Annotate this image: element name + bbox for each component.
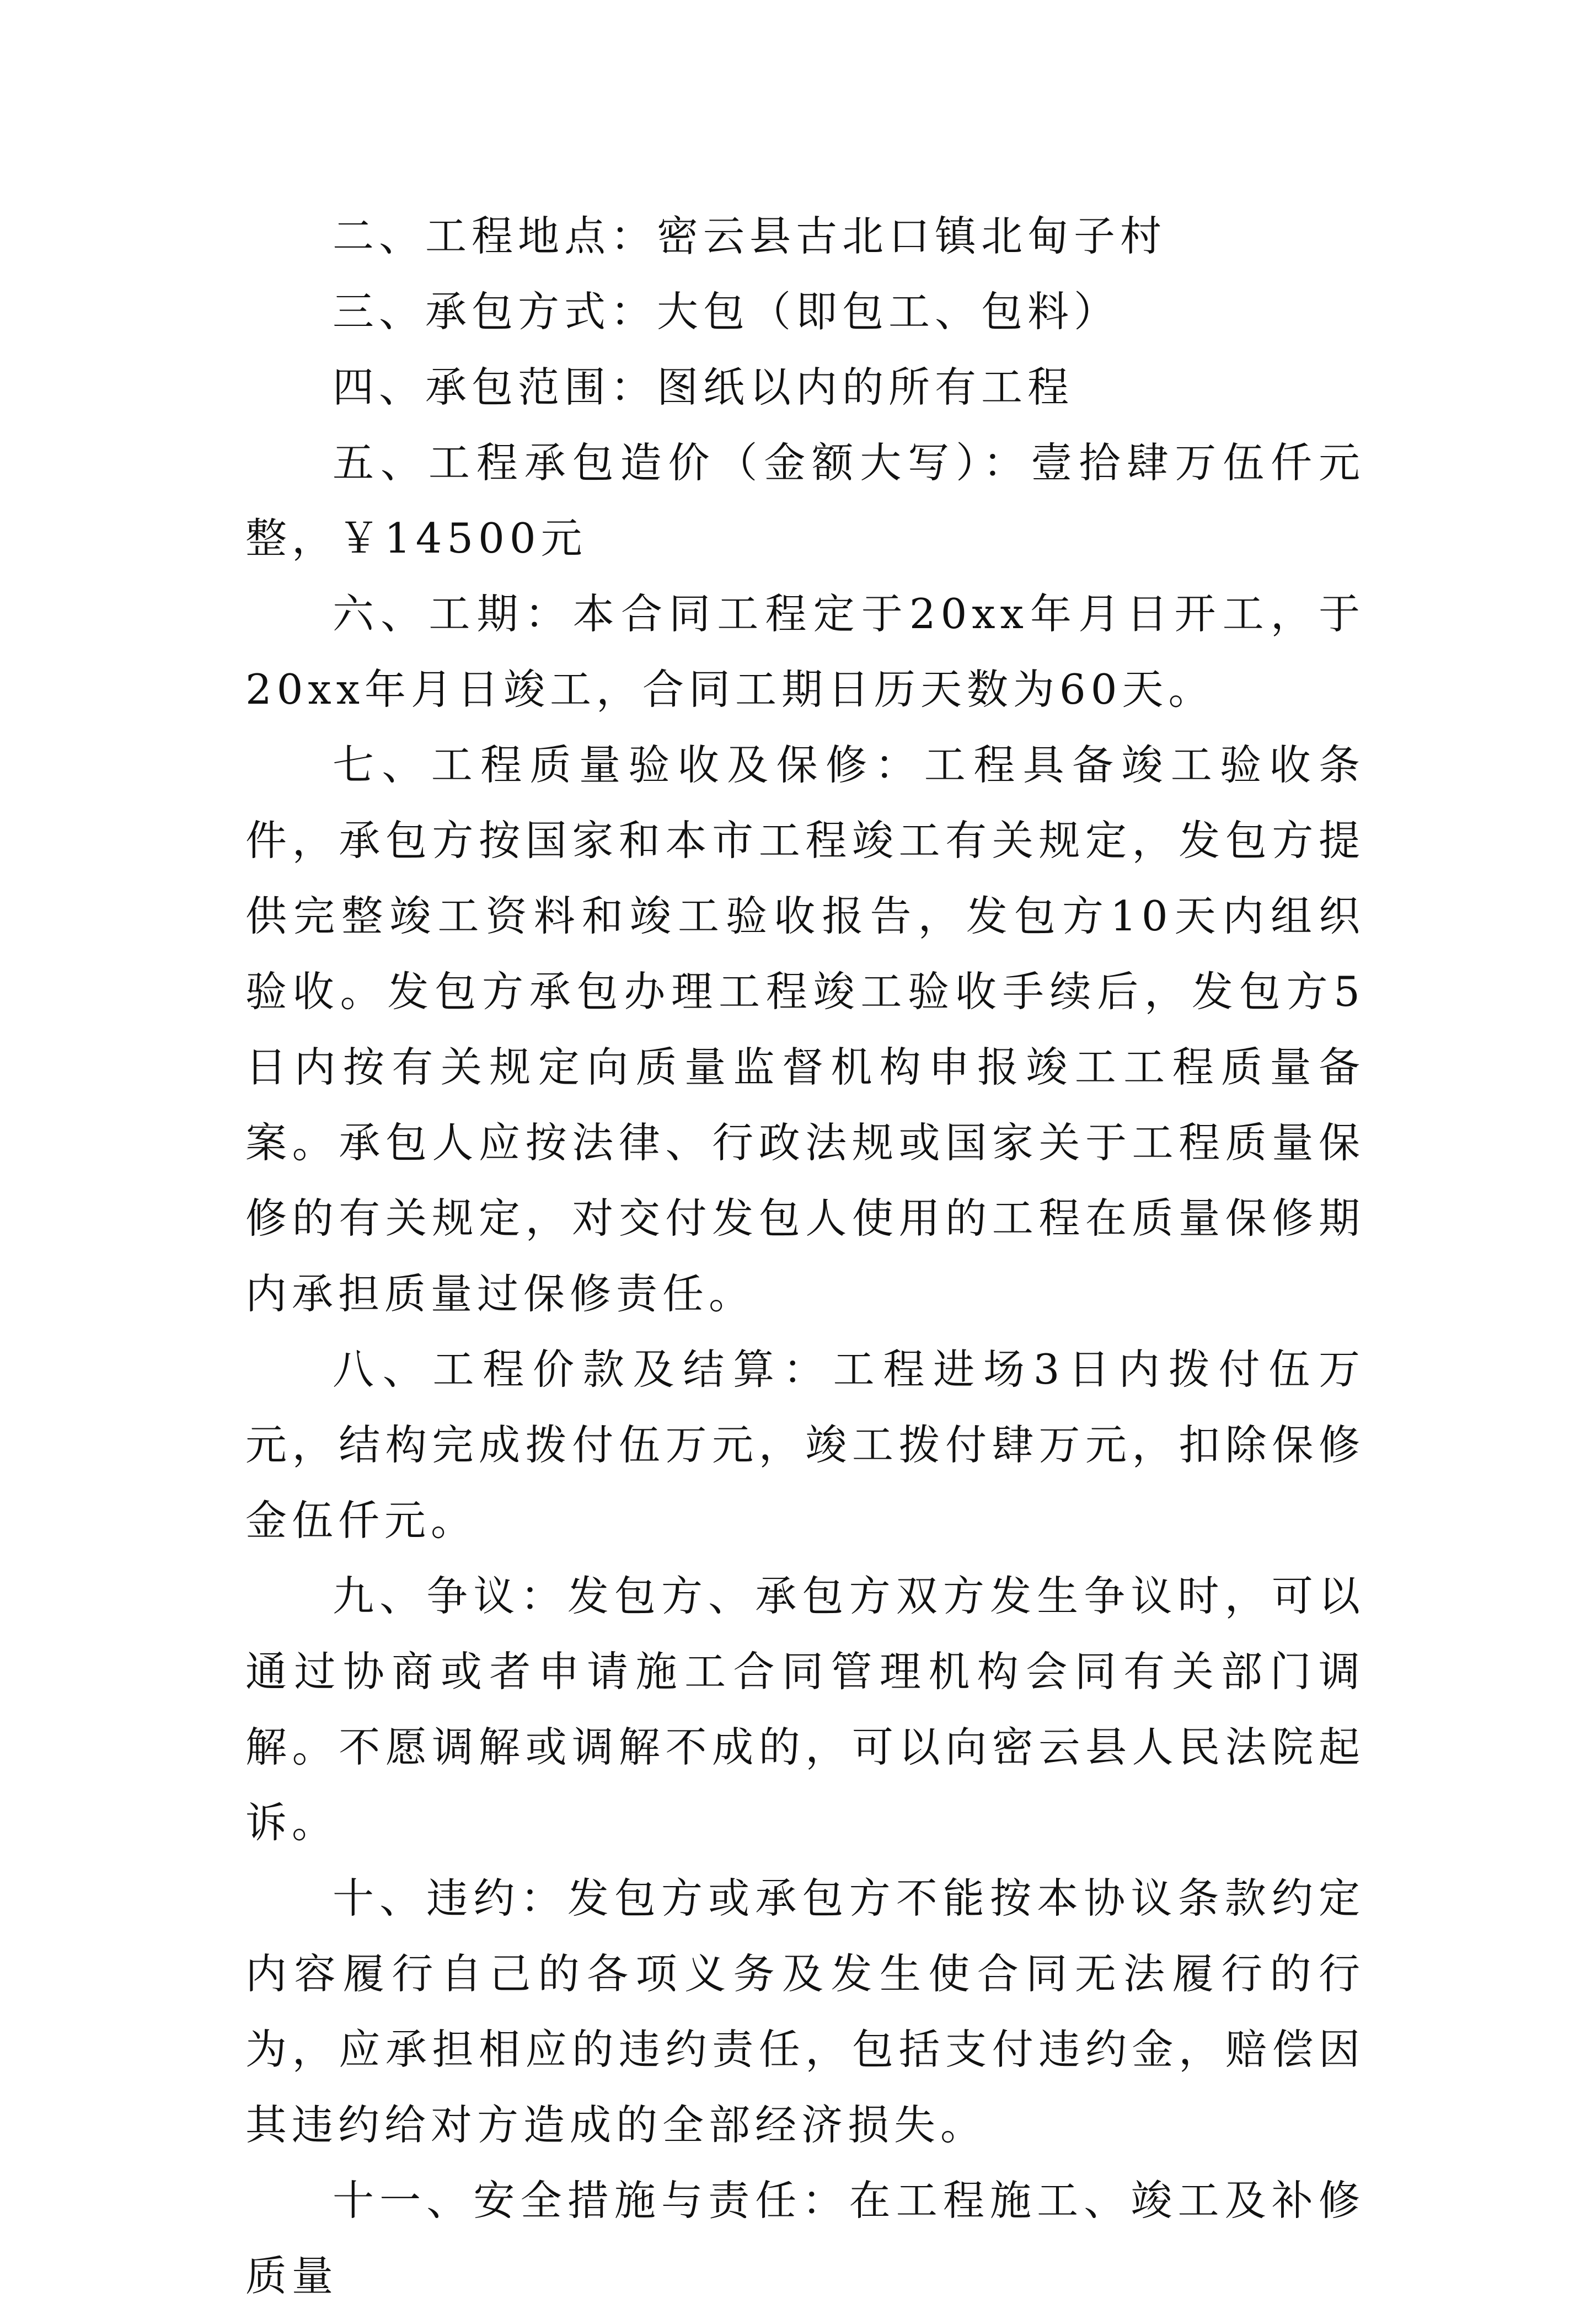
document-body: [245, 199, 1365, 2314]
paragraph-contract-method: 三、承包方式：大包（即包工、包料）: [333, 287, 1121, 336]
paragraph-safety-measures: 十一、安全措施与责任：在工程施工、竣工及补修质量: [245, 2176, 1365, 2300]
paragraph-dispute: 九、争议：发包方、承包方双方发生争议时，可以通过协商或者申请施工合同管理机构会同有关部门调解。不愿调解或调解不成的，可以向密云县人民法院起诉。: [245, 1572, 1365, 1847]
paragraph-contract-scope: 四、承包范围：图纸以内的所有工程: [333, 363, 1074, 411]
paragraph-project-location: 二、工程地点：密云县古北口镇北甸子村: [333, 212, 1167, 260]
paragraph-contract-price: 五、工程承包造价（金额大写）：壹拾肆万伍仟元整，￥14500元: [245, 438, 1365, 563]
paragraph-construction-period: 六、工期：本合同工程定于20xx年月日开工，于20xx年月日竣工，合同工期日历天数为60天。: [245, 590, 1365, 714]
paragraph-breach: 十、违约：发包方或承包方不能按本协议条款约定内容履行自己的各项义务及发生使合同无法履行的行为，应承担相应的违约责任，包括支付违约金，赔偿因其违约给对方造成的全部经济损失。: [245, 1874, 1365, 2149]
paragraph-quality-acceptance: 七、工程质量验收及保修：工程具备竣工验收条件，承包方按国家和本市工程竣工有关规定，发包方提供完整竣工资料和竣工验收报告，发包方10天内组织验收。发包方承包办理工程竣工验收手续后，发包方5日内按有关规定向质量监督机构申报竣工工程质量备案。承包人应按法律、行政法规或国家关于工程质量保修的有关规定，对交付发包人使用的工程在质量保修期内承担质量过保修责任。: [245, 741, 1365, 1318]
paragraph-payment-settlement: 八、工程价款及结算：工程进场3日内拨付伍万元，结构完成拨付伍万元，竣工拨付肆万元，扣除保修金伍仟元。: [245, 1345, 1365, 1545]
